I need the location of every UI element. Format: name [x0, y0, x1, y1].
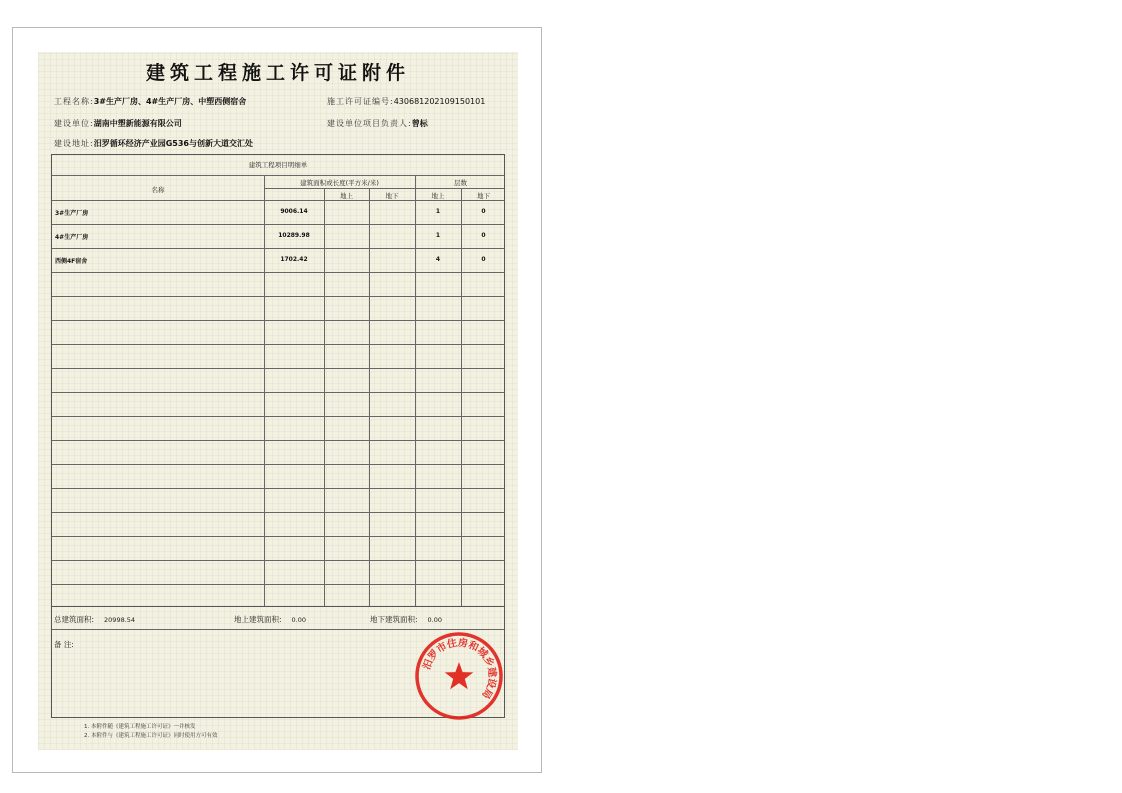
builder-label: 建设单位: — [54, 119, 94, 128]
subheader-area-above: 地上 — [340, 192, 353, 200]
permit-number-field — [327, 96, 485, 107]
project-detail-table — [51, 154, 505, 607]
total-area — [54, 614, 135, 625]
permit-number-value: 430681202109150101 — [393, 97, 486, 106]
above-ground-area — [234, 614, 306, 625]
subheader-floors-above: 地上 — [431, 192, 445, 200]
row-floors-above: 1 — [435, 208, 441, 215]
remarks-label: 备 注: — [54, 640, 74, 649]
row-floors-below: 0 — [481, 256, 486, 263]
manager-label: 建设单位项目负责人: — [327, 119, 412, 128]
permit-attachment-page — [38, 52, 518, 750]
below-ground-area — [370, 614, 442, 625]
below-area-value: 0.00 — [427, 616, 443, 624]
row-area: 10289.98 — [278, 232, 310, 239]
row-area: 1702.42 — [280, 256, 308, 263]
row-floors-below: 0 — [481, 232, 486, 239]
total-area-label: 总建筑面积: — [54, 615, 95, 624]
address-field — [54, 138, 253, 149]
note-1: 1. 本附件随《建筑工程施工许可证》一并核发 — [84, 724, 196, 730]
row-name: 4#生产厂房 — [55, 234, 89, 241]
builder-field — [54, 118, 182, 129]
row-name: 西侧4F宿舍 — [55, 258, 88, 265]
subheader-floors-below: 地下 — [477, 192, 490, 200]
row-floors-below: 0 — [481, 208, 486, 215]
column-header-name: 名称 — [151, 186, 165, 194]
manager-value: 曾标 — [411, 119, 428, 128]
row-floors-above: 4 — [435, 256, 441, 263]
row-name: 3#生产厂房 — [55, 210, 89, 217]
above-area-value: 0.00 — [291, 616, 307, 624]
seal-text: 汨罗市住房和城乡建设局 — [421, 637, 498, 701]
below-area-label: 地下建筑面积: — [370, 615, 418, 624]
seal-star-icon — [445, 662, 474, 689]
project-name-value: 3#生产厂房、4#生产厂房、中塑西侧宿舍 — [93, 97, 247, 106]
seal-graphic — [414, 631, 504, 721]
total-area-value: 20998.54 — [104, 616, 136, 624]
address-label: 建设地址: — [54, 139, 94, 148]
manager-field — [327, 118, 428, 129]
column-header-area: 建筑面积或长度(平方米/米) — [300, 179, 379, 187]
builder-value: 湖南中塑新能源有限公司 — [93, 119, 182, 128]
above-area-label: 地上建筑面积: — [234, 615, 282, 624]
official-seal-stamp — [414, 631, 504, 721]
column-header-floors: 层数 — [454, 179, 467, 187]
table-caption: 建筑工程项目明细单 — [248, 161, 308, 169]
permit-number-label: 施工许可证编号: — [327, 97, 394, 106]
subheader-area-below: 地下 — [385, 192, 399, 200]
note-2: 2. 本附件与《建筑工程施工许可证》同时使用方可有效 — [84, 733, 218, 739]
row-area: 9006.14 — [280, 208, 308, 215]
document-title: 建筑工程施工许可证附件 — [145, 62, 410, 84]
project-name-label: 工程名称: — [54, 97, 94, 106]
row-floors-above: 1 — [435, 232, 441, 239]
address-value: 汨罗循环经济产业园G536与创新大道交汇处 — [93, 139, 253, 148]
project-name-field — [54, 96, 246, 107]
